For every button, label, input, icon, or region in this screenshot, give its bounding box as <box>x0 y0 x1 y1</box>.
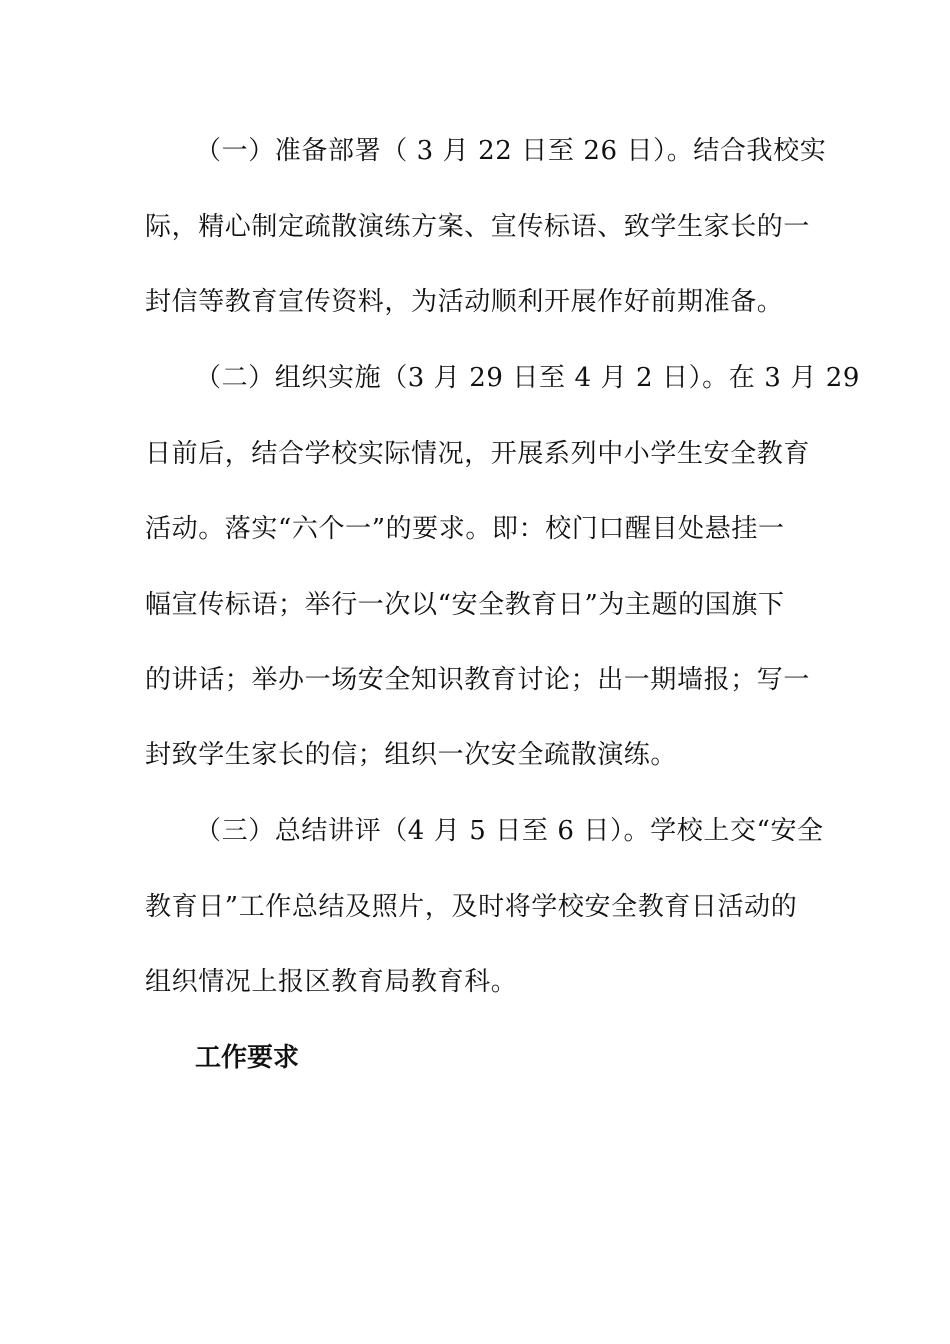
section-heading: 工作要求 <box>195 1043 300 1073</box>
paragraph-2-line-1: （二）组织实施（3 月 29 日至 4 月 2 日）。在 3 月 29 <box>195 363 860 393</box>
paragraph-1-line-1: （一）准备部署（ 3 月 22 日至 26 日）。结合我校实 <box>195 136 827 166</box>
paragraph-2-line-5: 的讲话；举办一场安全知识教育讨论；出一期墙报；写一 <box>145 665 811 695</box>
paragraph-1-line-2: 际，精心制定疏散演练方案、宣传标语、致学生家长的一 <box>145 212 811 242</box>
paragraph-3-line-1: （三）总结讲评（4 月 5 日至 6 日）。学校上交“安全 <box>195 816 824 846</box>
paragraph-1-line-3: 封信等教育宣传资料，为活动顺利开展作好前期准备。 <box>145 287 784 317</box>
paragraph-3-line-3: 组织情况上报区教育局教育科。 <box>145 967 518 997</box>
paragraph-2-line-2: 日前后，结合学校实际情况，开展系列中小学生安全教育 <box>145 439 811 469</box>
paragraph-2-line-6: 封致学生家长的信；组织一次安全疏散演练。 <box>145 740 678 770</box>
paragraph-3-line-2: 教育日”工作总结及照片，及时将学校安全教育日活动的 <box>145 892 798 922</box>
paragraph-2-line-4: 幅宣传标语；举行一次以“安全教育日”为主题的国旗下 <box>145 590 785 620</box>
paragraph-2-line-3: 活动。落实“六个一”的要求。即：校门口醒目处悬挂一 <box>145 514 785 544</box>
